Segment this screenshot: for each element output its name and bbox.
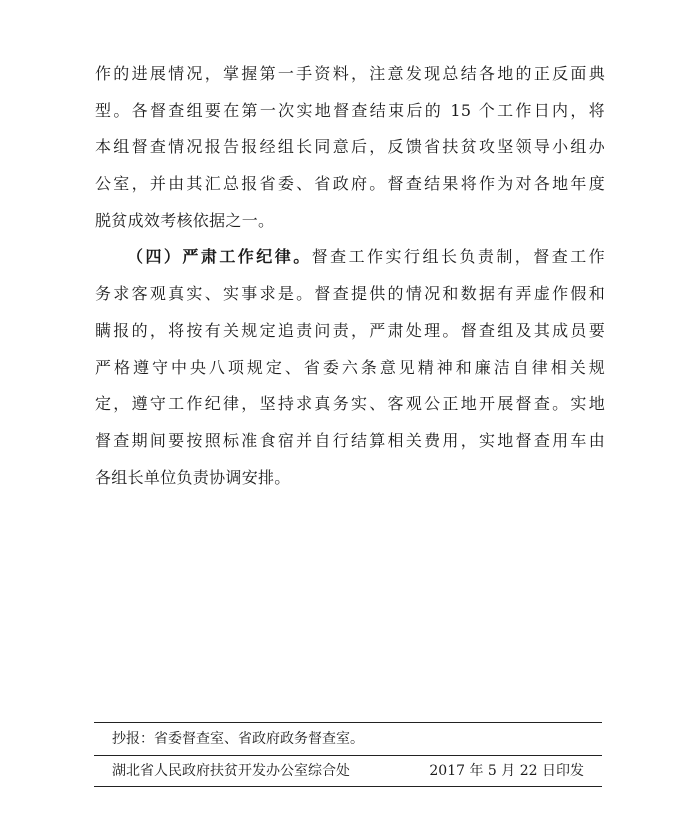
footer-middle-rule: [94, 755, 602, 756]
cc-recipients: 抄报：省委督查室、省政府政务督查室。: [112, 731, 364, 747]
section-text: 督查工作实行组长负责制，督查工作: [311, 247, 605, 267]
text-line: 严格遵守中央八项规定、省委六条意见精神和廉洁自律相关规: [95, 357, 605, 377]
text-line: 本组督查情况报告报经组长同意后，反馈省扶贫攻坚领导小组办: [95, 137, 605, 157]
text-line: 公室，并由其汇总报省委、省政府。督查结果将作为对各地年度: [95, 174, 605, 194]
text-line: 型。各督查组要在第一次实地督查结束后的 15 个工作日内，将: [95, 100, 605, 120]
text-line: 督查期间要按照标准食宿并自行结算相关费用，实地督查用车由: [95, 430, 605, 450]
footer-bottom-rule: [94, 786, 602, 787]
footer-top-rule: [94, 722, 602, 723]
section-heading: （四）严肃工作纪律。: [127, 247, 312, 267]
issue-date: 2017 年 5 月 22 日印发: [429, 763, 584, 779]
text-line: 脱贫成效考核依据之一。: [95, 210, 275, 230]
text-line: 定，遵守工作纪律，坚持求真务实、客观公正地开展督查。实地: [95, 394, 605, 414]
text-line: 作的进展情况，掌握第一手资料，注意发现总结各地的正反面典: [95, 64, 605, 83]
text-line: 务求客观真实、实事求是。督查提供的情况和数据有弄虚作假和: [95, 284, 605, 304]
section-four-first-line: [95, 239, 605, 276]
document-footer: [94, 722, 602, 787]
text-line: 各组长单位负责协调安排。: [95, 467, 291, 487]
issuing-office: 湖北省人民政府扶贫开发办公室综合处: [112, 763, 350, 779]
document-body: [95, 56, 605, 496]
text-line: 瞒报的，将按有关规定追责问责，严肃处理。督查组及其成员要: [95, 320, 605, 340]
